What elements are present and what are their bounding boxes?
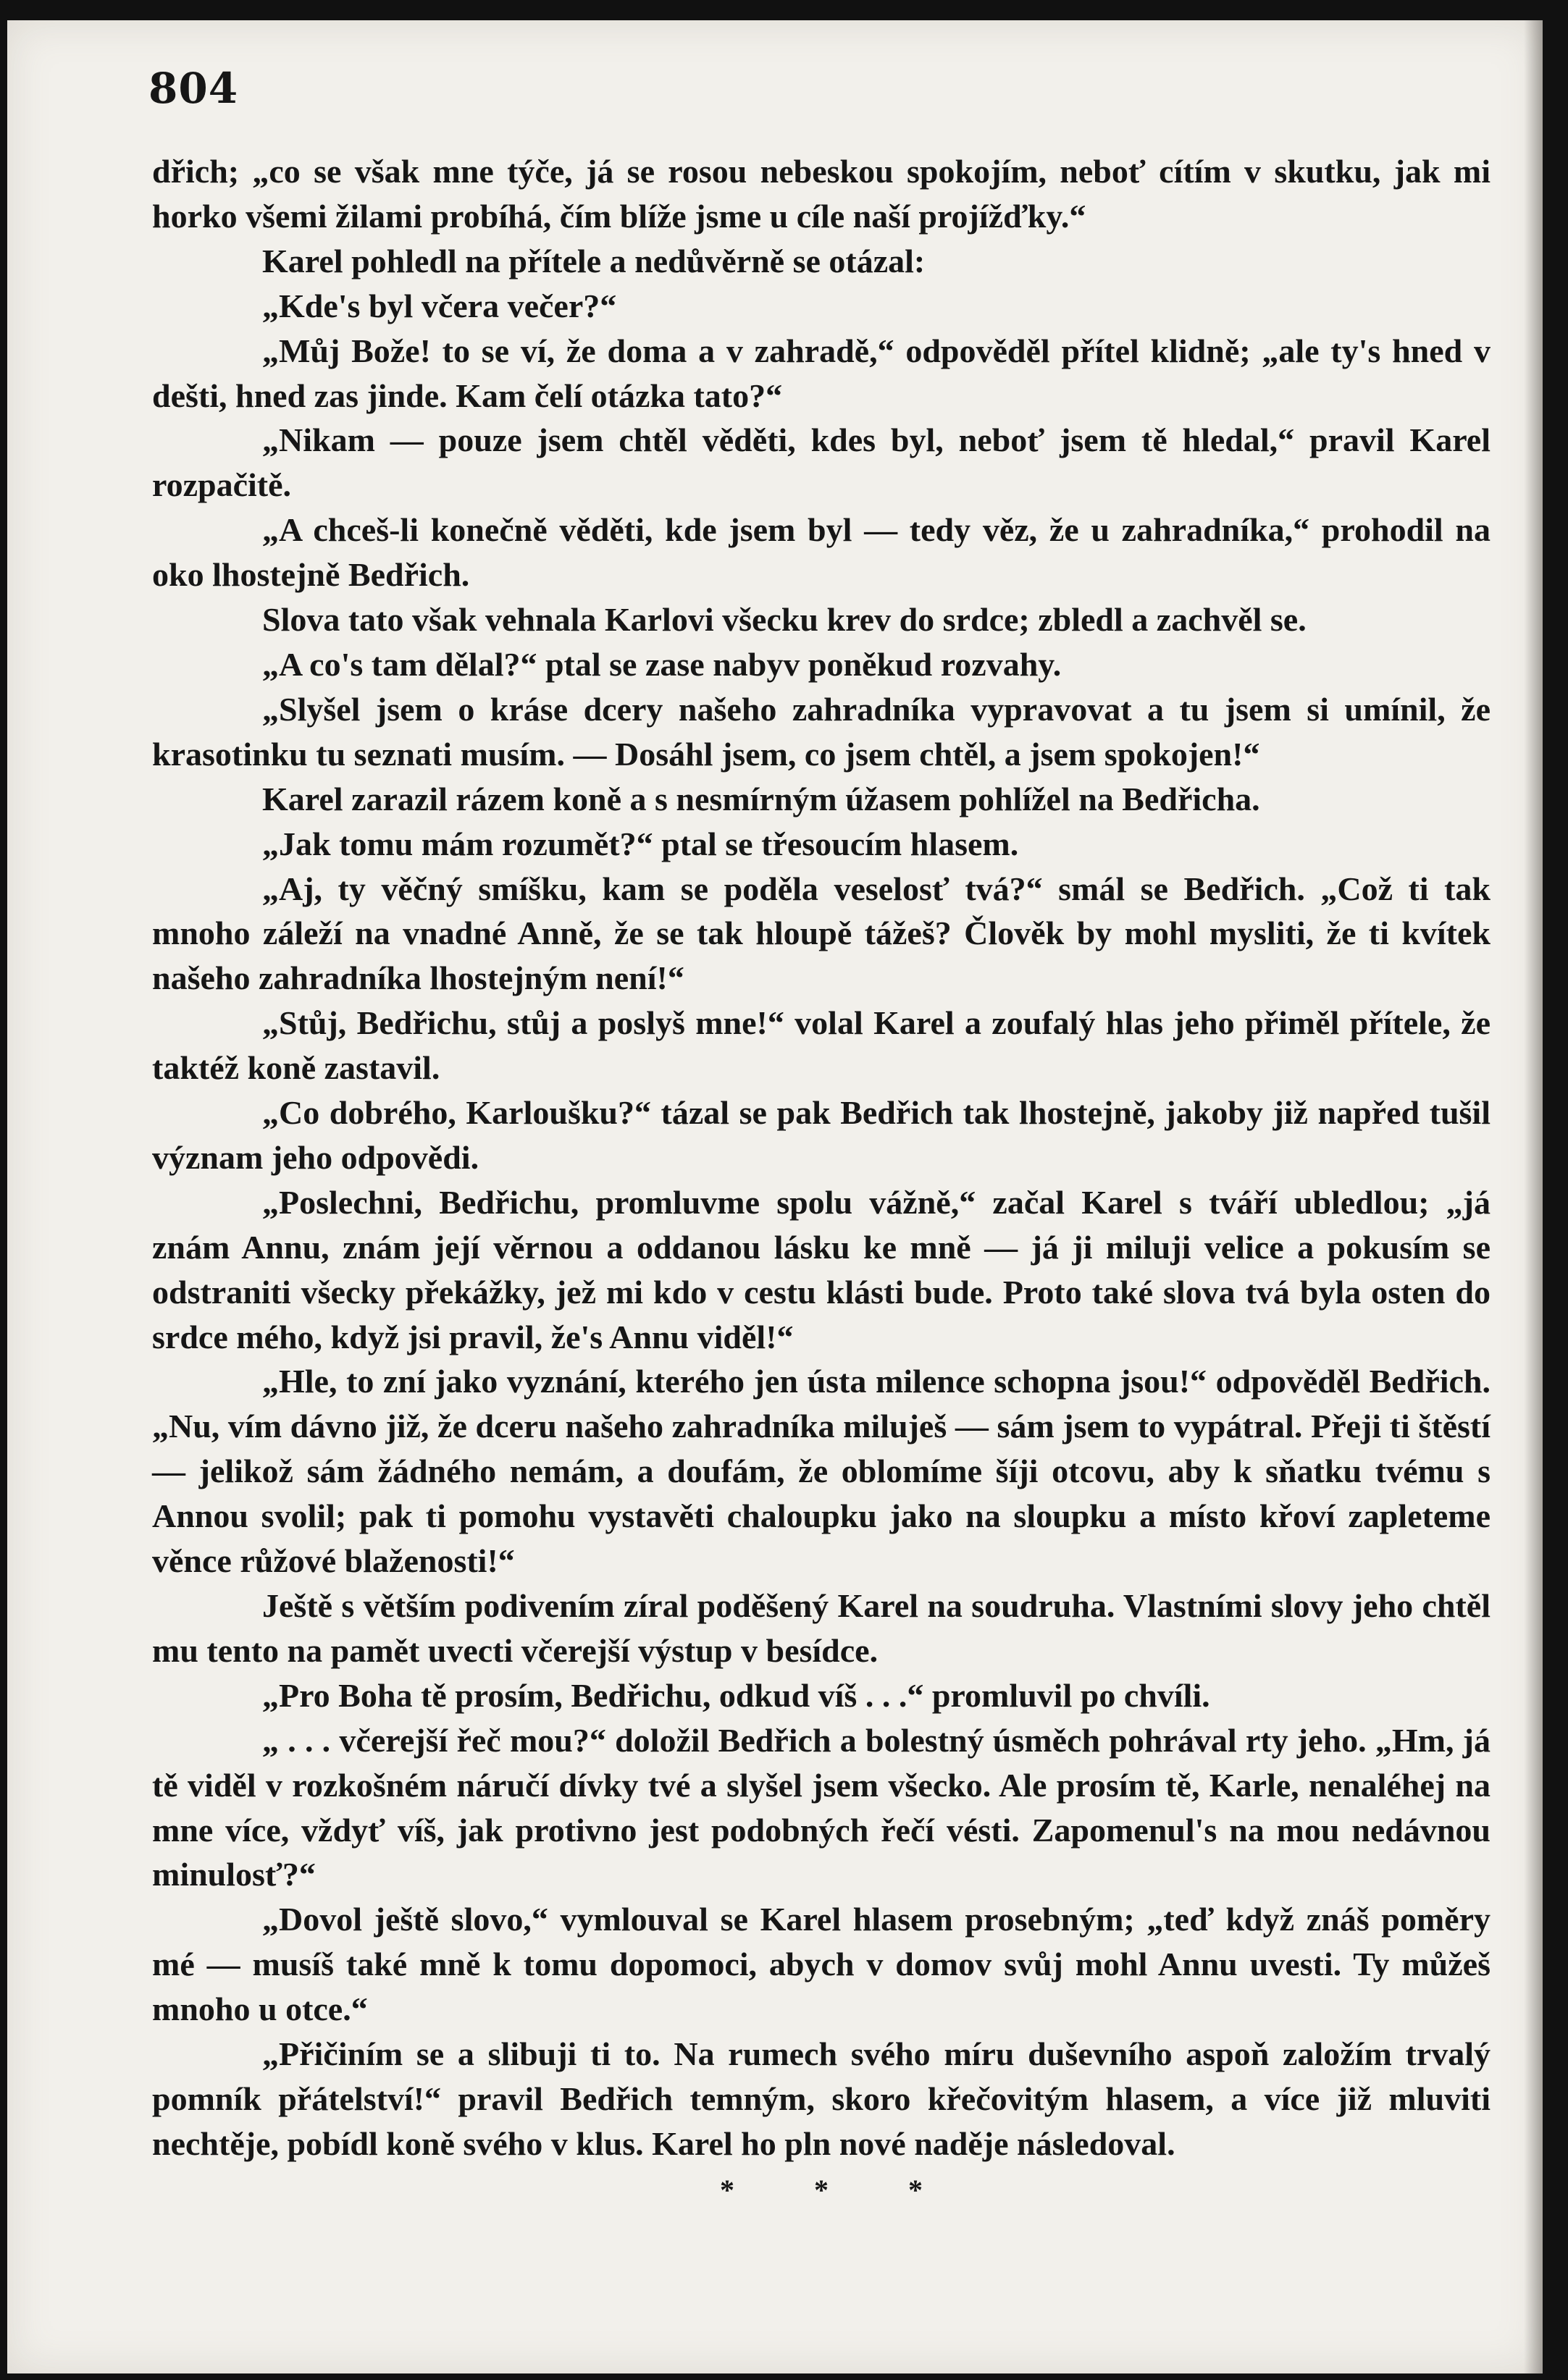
paragraph: „Přičiním se a slibuji ti to. Na rumech svého míru duševního aspoň založím trvalý pomník přátelství!“ pravil Bedřich temným, skoro křečovitým hlasem, a více již mluviti nechtěje, pobídl koně svého v klus. Karel ho pln nové naděje následoval.: [152, 2035, 1491, 2162]
page-fold-shadow: [1524, 20, 1543, 2373]
separator-asterisk: *: [720, 2173, 734, 2206]
paragraph: „Slyšel jsem o kráse dcery našeho zahradníka vypravovat a tu jsem si umínil, že krasotinku tu seznati musím. — Dosáhl jsem, co jsem chtěl, a jsem spokojen!“: [152, 690, 1491, 773]
paragraph: Ještě s větším podivením zíral poděšený Karel na soudruha. Vlastními slovy jeho chtěl mu tento na pamět uvecti včerejší výstup v besídce.: [152, 1587, 1491, 1669]
paragraph: „Co dobrého, Karloušku?“ tázal se pak Bedřich tak lhostejně, jakoby již napřed tušil význam jeho odpovědi.: [152, 1094, 1491, 1176]
paragraph: Slova tato však vehnala Karlovi všecku krev do srdce; zbledl a zachvěl se.: [262, 601, 1307, 639]
paragraph: „Stůj, Bedřichu, stůj a poslyš mne!“ volal Karel a zoufalý hlas jeho přiměl přítele, že taktéž koně zastavil.: [152, 1004, 1491, 1087]
paragraph: Karel pohledl na přítele a nedůvěrně se otázal:: [262, 242, 926, 279]
page-number: 804: [148, 64, 239, 113]
separator-asterisk: *: [908, 2173, 923, 2206]
paragraph: „Dovol ještě slovo,“ vymlouval se Karel hlasem prosebným; „teď když znáš poměry mé — musíš také mně k tomu dopomoci, abych v domov svůj mohl Annu uvesti. Ty můžeš mnoho u otce.“: [152, 1901, 1491, 2028]
paragraph: „ . . . včerejší řeč mou?“ doložil Bedřich a bolestný úsměch pohrával rty jeho. „Hm, já tě viděl v rozkošném náručí dívky tvé a slyšel jsem všecko. Ale prosím tě, Karle, nenaléhej na mne více, vždyť víš, jak protivno jest podobných řečí vésti. Zapomenul's na mou nedávnou minulosť?“: [152, 1721, 1491, 1893]
separator-asterisk: *: [814, 2173, 829, 2206]
paragraph: „Pro Boha tě prosím, Bedřichu, odkud víš . . .“ promluvil po chvíli.: [262, 1676, 1210, 1714]
paragraph: „A co's tam dělal?“ ptal se zase nabyv poněkud rozvahy.: [262, 645, 1062, 683]
paragraph: „Můj Bože! to se ví, že doma a v zahradě,“ odpověděl přítel klidně; „ale ty's hned v dešti, hned zas jinde. Kam čelí otázka tato?“: [152, 332, 1491, 414]
section-separator: [152, 2171, 1491, 2210]
paragraph: „Jak tomu mám rozumět?“ ptal se třesoucím hlasem.: [262, 825, 1019, 862]
paragraph: „Hle, to zní jako vyznání, kterého jen ústa milence schopna jsou!“ odpověděl Bedřich. „Nu, vím dávno již, že dceru našeho zahradníka miluješ — sám jsem to vypátral. Přeji ti štěstí — jelikož sám žádného nemám, a doufám, že oblomíme šíji otcovu, aby k sňatku tvému s Annou svolil; pak ti pomohu vystavěti chaloupku jako na sloupku a místo křoví zapleteme věnce růžové blaženosti!“: [152, 1363, 1491, 1580]
paragraph: „Nikam — pouze jsem chtěl věděti, kdes byl, neboť jsem tě hledal,“ pravil Karel rozpačitě.: [152, 421, 1491, 504]
body-text: [152, 149, 1491, 2210]
paragraph: „Kde's byl včera večer?“: [262, 287, 617, 324]
paragraph: „A chceš-li konečně věděti, kde jsem byl — tedy věz, že u zahradníka,“ prohodil na oko lhostejně Bedřich.: [152, 511, 1491, 594]
paragraph: Karel zarazil rázem koně a s nesmírným úžasem pohlížel na Bedřicha.: [262, 780, 1260, 817]
paragraph: „Aj, ty věčný smíšku, kam se poděla veselosť tvá?“ smál se Bedřich. „Což ti tak mnoho záleží na vnadné Anně, že se tak hloupě tážeš? Člověk by mohl mysliti, že ti kvítek našeho zahradníka lhostejným není!“: [152, 870, 1491, 997]
paragraph: dřich; „co se však mne týče, já se rosou nebeskou spokojím, neboť cítím v skutku, jak mi horko všemi žilami probíhá, čím blíže jsme u cíle naší projížďky.“: [152, 153, 1491, 235]
paragraph: „Poslechni, Bedřichu, promluvme spolu vážně,“ začal Karel s tváří ubledlou; „já znám Annu, znám její věrnou a oddanou lásku ke mně — já ji miluji velice a pokusím se odstraniti všecky překážky, jež mi kdo v cestu klásti bude. Proto také slova tvá byla osten do srdce mého, když jsi pravil, že's Annu viděl!“: [152, 1183, 1491, 1355]
book-page: [7, 20, 1543, 2373]
